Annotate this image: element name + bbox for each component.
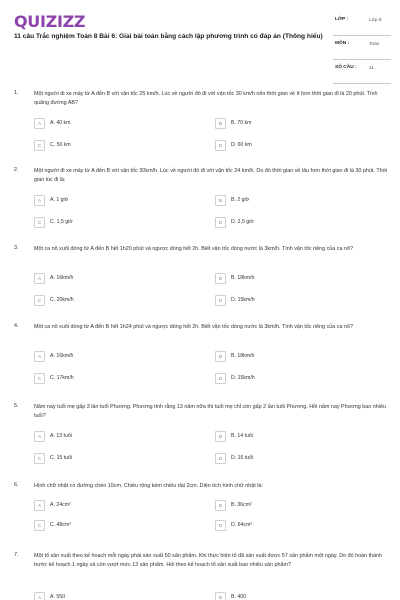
question-number: 6. <box>14 482 19 488</box>
option-text: D. 16 tuổi <box>231 455 254 461</box>
option-letter: A <box>34 592 45 600</box>
option-letter: D <box>215 520 226 531</box>
meta-subject <box>333 38 391 60</box>
meta-count <box>333 62 391 84</box>
option-text: A. 24cm² <box>50 502 71 508</box>
option-text: A. 13 tuổi <box>50 433 72 439</box>
option-text: A. 16km/h <box>50 353 74 359</box>
meta-subject-value: Toán <box>369 42 380 47</box>
option-c[interactable] <box>34 520 194 531</box>
meta-subject-label: MÔN : <box>335 41 350 46</box>
option-a[interactable] <box>34 592 194 600</box>
option-text: D. 60 km <box>231 142 252 148</box>
option-letter: B <box>215 431 226 442</box>
question-text: Một người đi xe máy từ A đến B với vận tốc 25 km/h. Lúc về người đó đi với vận tốc 30 km/h nên thời gian về ít hơn thời gian đi là 20 phút. Tính quãng đường AB? <box>34 91 378 106</box>
option-letter: B <box>215 273 226 284</box>
option-text: A. 550 <box>50 594 65 600</box>
option-b[interactable] <box>215 431 375 442</box>
option-text: C. 20km/h <box>50 297 74 303</box>
option-text: C. 50 km <box>50 142 71 148</box>
option-text: C. 17km/h <box>50 375 74 381</box>
option-text: B. 70 km <box>231 120 252 126</box>
option-text: B. 36cm² <box>231 502 252 508</box>
option-b[interactable] <box>215 500 375 511</box>
option-letter: C <box>34 453 45 464</box>
option-letter: D <box>215 295 226 306</box>
option-a[interactable] <box>34 118 194 129</box>
option-d[interactable] <box>215 217 375 228</box>
quizizz-logo: QUIZIZZ <box>14 12 86 31</box>
option-text: B. 2 giờ <box>231 197 250 203</box>
meta-class <box>333 14 391 36</box>
option-letter: C <box>34 373 45 384</box>
option-text: B. 18km/h <box>231 275 255 281</box>
option-letter: B <box>215 351 226 362</box>
option-letter: D <box>215 140 226 151</box>
option-text: A. 40 km <box>50 120 71 126</box>
option-d[interactable] <box>215 453 375 464</box>
option-letter: D <box>215 217 226 228</box>
option-letter: C <box>34 520 45 531</box>
question-number: 4. <box>14 323 19 329</box>
option-letter: C <box>34 140 45 151</box>
option-text: A. 16km/h <box>50 275 74 281</box>
option-text: B. 14 tuổi <box>231 433 253 439</box>
option-letter: A <box>34 431 45 442</box>
option-text: C. 15 tuổi <box>50 455 73 461</box>
option-c[interactable] <box>34 140 194 151</box>
question-number: 7. <box>14 552 19 558</box>
option-letter: B <box>215 592 226 600</box>
option-d[interactable] <box>215 373 375 384</box>
option-text: B. 18km/h <box>231 353 255 359</box>
option-b[interactable] <box>215 195 375 206</box>
meta-class-value: Lớp 8 <box>369 18 382 23</box>
option-letter: A <box>34 500 45 511</box>
option-c[interactable] <box>34 217 194 228</box>
option-d[interactable] <box>215 140 375 151</box>
worksheet-meta <box>333 14 391 86</box>
option-text: C. 48cm² <box>50 522 72 528</box>
question-text: Một tổ sản xuất theo kế hoạch mỗi ngày phải sản xuất 50 sản phẩm. Khi thực hiện tổ đã sản xuất được 57 sản phẩm một ngày. Do đó hoàn thành trước kế hoạch 1 ngày và còn vượt mức 13 sản phẩm. Hỏi theo kế hoạch tổ sản xuất bao nhiêu sản phẩm? <box>34 553 383 568</box>
option-letter: C <box>34 295 45 306</box>
option-letter: D <box>215 453 226 464</box>
option-letter: B <box>215 500 226 511</box>
question-number: 1. <box>14 90 19 96</box>
question-text: Một ca nô xuôi dòng từ A đến B hết 1h20 phút và ngược dòng hết 2h. Biết vận tốc dòng nước là 3km/h. Tính vận tốc riêng của ca nô? <box>34 246 353 252</box>
option-a[interactable] <box>34 500 194 511</box>
option-c[interactable] <box>34 373 194 384</box>
option-a[interactable] <box>34 431 194 442</box>
option-c[interactable] <box>34 453 194 464</box>
option-text: B. 400 <box>231 594 246 600</box>
question-number: 3. <box>14 245 19 251</box>
option-letter: A <box>34 273 45 284</box>
option-letter: A <box>34 118 45 129</box>
option-text: C. 1,5 giờ <box>50 219 73 225</box>
meta-class-label: LỚP : <box>335 17 349 22</box>
question-text: Một ca nô xuôi dòng từ A đến B hết 1h24 phút và ngược dòng hết 2h. Biết vận tốc dòng nước là 3km/h. Tính vận tốc riêng của ca nô? <box>34 324 353 330</box>
option-text: D. 64cm² <box>231 522 253 528</box>
worksheet-title: 11 câu Trắc nghiệm Toán 8 Bài 6: Giải bài toán bằng cách lập phương trình có đáp án (Thông hiểu) <box>14 33 323 40</box>
option-a[interactable] <box>34 273 194 284</box>
option-b[interactable] <box>215 351 375 362</box>
question-number: 5. <box>14 403 19 409</box>
meta-count-label: SỐ CÂU : <box>335 65 357 70</box>
option-text: A. 1 giờ <box>50 197 69 203</box>
question-text: Năm nay tuổi mẹ gấp 3 lần tuổi Phương. Phương tính rằng 13 năm nữa thì tuổi mẹ chỉ còn gấp 2 lần tuổi Phương. Hỏi năm nay Phương bao nhiêu tuổi? <box>34 404 386 419</box>
option-a[interactable] <box>34 195 194 206</box>
question-number: 2. <box>14 167 19 173</box>
option-d[interactable] <box>215 295 375 306</box>
option-d[interactable] <box>215 520 375 531</box>
option-letter: B <box>215 118 226 129</box>
question-text: Một người đi xe máy từ A đến B với vận tốc 30km/h. Lúc về người đó đi với vận tốc 24 km/h. Do đó thời gian về lâu hơn thời gian đi là 30 phút. Thời gian lúc đi là: <box>34 168 388 183</box>
option-b[interactable] <box>215 118 375 129</box>
option-text: D. 15km/h <box>231 297 255 303</box>
option-text: D. 2,5 giờ <box>231 219 254 225</box>
option-b[interactable] <box>215 273 375 284</box>
question-text: Hình chữ nhật có đường chéo 10cm. Chiều rộng kém chiều dài 2cm. Diện tích hình chữ nhật là: <box>34 483 263 489</box>
option-letter: A <box>34 195 45 206</box>
option-c[interactable] <box>34 295 194 306</box>
option-a[interactable] <box>34 351 194 362</box>
option-letter: C <box>34 217 45 228</box>
option-letter: D <box>215 373 226 384</box>
option-letter: B <box>215 195 226 206</box>
worksheet-header <box>0 0 400 82</box>
meta-count-value: 11 <box>369 66 374 71</box>
option-text: D. 15km/h <box>231 375 255 381</box>
option-letter: A <box>34 351 45 362</box>
option-b[interactable] <box>215 592 375 600</box>
